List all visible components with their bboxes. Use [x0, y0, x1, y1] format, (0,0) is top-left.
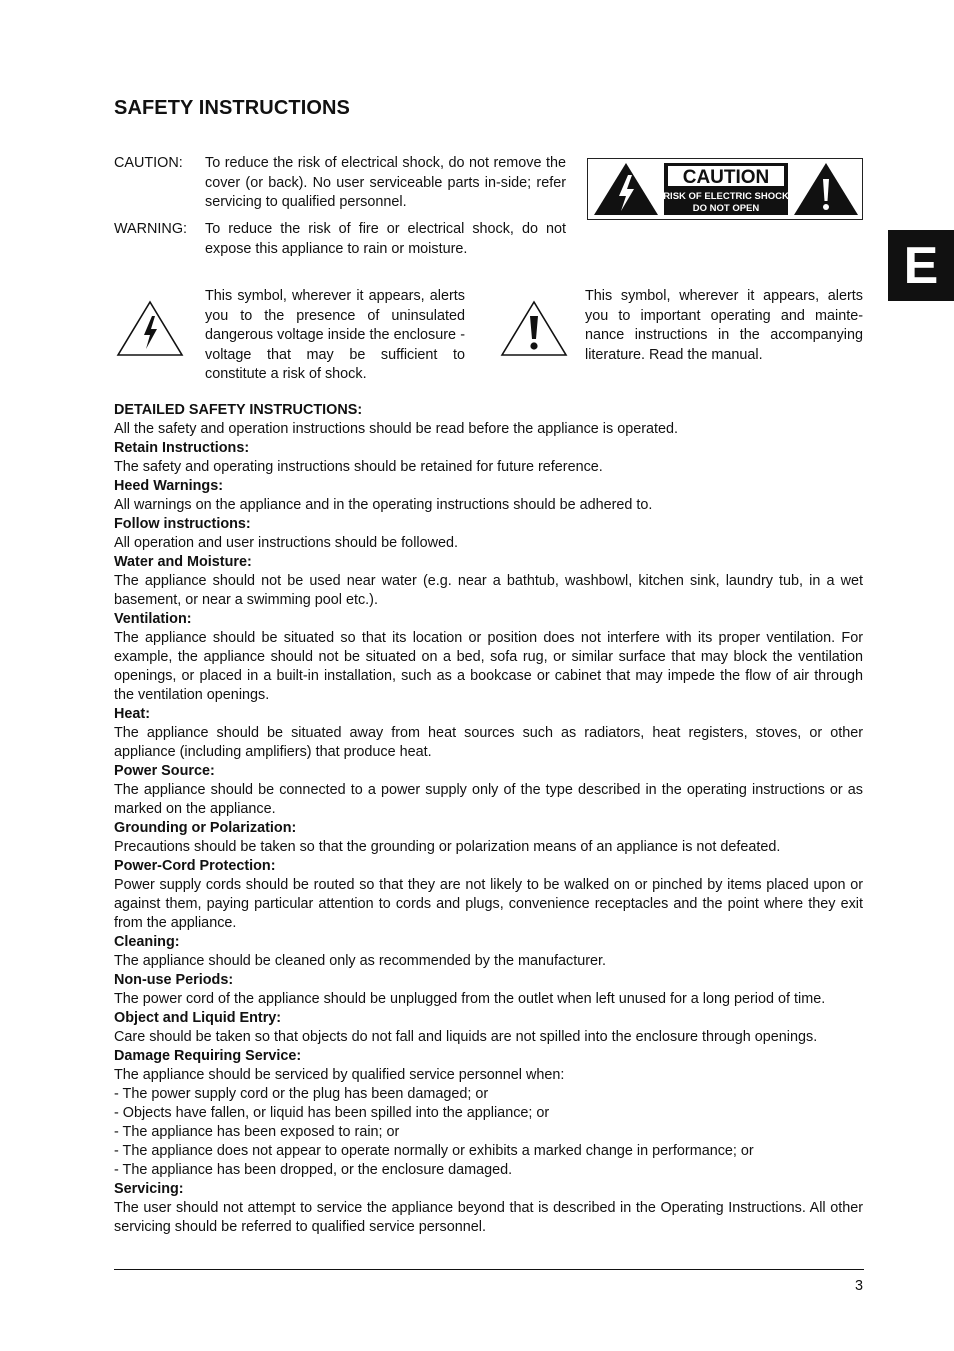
section-heading: Heat:	[114, 706, 150, 722]
section-text: All warnings on the appliance and in the operating instructions should be adhered to.	[114, 497, 653, 513]
page-title: SAFETY INSTRUCTIONS	[114, 97, 350, 119]
section-heading: Retain Instructions:	[114, 440, 250, 456]
list-item: - The appliance has been exposed to rain; or	[114, 1124, 400, 1140]
section-text: Power supply cords should be routed so that they are not likely to be walked on or pinched by items placed upon or against them, paying particular attention to cords and plugs, convenience receptacles and the point where they exit from the appliance.	[114, 877, 863, 931]
section-heading: Ventilation:	[114, 611, 192, 627]
section-text: The appliance should be serviced by qualified service personnel when:	[114, 1067, 565, 1083]
caution-notice	[114, 154, 566, 213]
page-number: 3	[855, 1278, 864, 1294]
section-text: The appliance should not be used near water (e.g. near a bathtub, washbowl, kitchen sink, laundry tub, in a wet basement, or near a swimming pool etc.).	[114, 573, 863, 608]
section-heading: Power Source:	[114, 763, 215, 779]
section-heading: Grounding or Polarization:	[114, 820, 297, 836]
caution-notice-label: CAUTION:	[114, 155, 183, 171]
section-text: The power cord of the appliance should be unplugged from the outlet when left unused for a long period of time.	[114, 991, 826, 1007]
list-item: - Objects have fallen, or liquid has been spilled into the appliance; or	[114, 1105, 550, 1121]
section-heading: Object and Liquid Entry:	[114, 1010, 282, 1026]
exclamation-symbol-icon	[500, 299, 568, 362]
warning-notice-label: WARNING:	[114, 221, 188, 237]
section-text: Precautions should be taken so that the grounding or polarization means of an appliance is not defeated.	[114, 839, 781, 855]
caution-sign-heading: CAUTION	[682, 167, 770, 188]
footer-rule	[114, 1269, 864, 1270]
warning-notice-text: To reduce the risk of fire or electrical shock, do not expose this appliance to rain or moisture.	[205, 221, 566, 257]
lightning-triangle-icon	[594, 163, 658, 215]
caution-notice-text: To reduce the risk of electrical shock, do not remove the cover (or back). No user serviceable parts in-side; refer servicing to qualified personnel.	[205, 155, 566, 210]
exclamation-triangle-icon	[794, 163, 858, 215]
section-heading: Heed Warnings:	[114, 478, 224, 494]
caution-sign-line1: RISK OF ELECTRIC SHOCK	[663, 191, 789, 202]
caution-warning-label	[587, 158, 863, 220]
list-item: - The appliance has been dropped, or the enclosure damaged.	[114, 1162, 513, 1178]
language-tab-marker: E	[888, 230, 954, 301]
section-text: The appliance should be cleaned only as recommended by the manufacturer.	[114, 953, 606, 969]
section-heading: Follow instructions:	[114, 516, 251, 532]
list-item: - The power supply cord or the plug has been damaged; or	[114, 1086, 489, 1102]
detailed-safety-instructions	[114, 401, 863, 1237]
section-heading: Non-use Periods:	[114, 972, 234, 988]
section-heading: Damage Requiring Service:	[114, 1048, 302, 1064]
section-heading: Cleaning:	[114, 934, 180, 950]
warning-notice	[114, 220, 566, 259]
section-heading: Power-Cord Protection:	[114, 858, 276, 874]
section-text: The appliance should be situated so that its location or position does not interfere with its proper ventilation. For example, the appliance should not be situated on a bed, sofa rug, or similar surface that may block the ventilation openings, or placed in a built-in installation, such as a bookcase or cabinet that may impede the flow of air through the ventilation openings.	[114, 630, 863, 703]
section-heading: Water and Moisture:	[114, 554, 252, 570]
section-heading: Servicing:	[114, 1181, 184, 1197]
section-text: The user should not attempt to service the appliance beyond that is described in the Operating Instructions. All other servicing should be referred to qualified service personnel.	[114, 1200, 863, 1235]
section-text: Care should be taken so that objects do not fall and liquids are not spilled into the enclosure through openings.	[114, 1029, 818, 1045]
section-text: The appliance should be connected to a power supply only of the type described in the operating instructions or as marked on the appliance.	[114, 782, 863, 817]
caution-sign-line2: DO NOT OPEN	[692, 203, 760, 214]
manual-symbol-description: This symbol, wherever it appears, alerts you to important operating and mainte-nance instructions in the accompanying literature. Read the manual.	[585, 288, 863, 363]
lightning-symbol-icon	[116, 299, 184, 362]
shock-symbol-description: This symbol, wherever it appears, alerts you to the presence of uninsulated dangerous voltage inside the enclosure - voltage that may be sufficient to constitute a risk of shock.	[205, 288, 465, 382]
section-text: All the safety and operation instructions should be read before the appliance is operated.	[114, 421, 679, 437]
section-text: The safety and operating instructions should be retained for future reference.	[114, 459, 603, 475]
section-text: All operation and user instructions should be followed.	[114, 535, 458, 551]
section-heading: DETAILED SAFETY INSTRUCTIONS:	[114, 402, 363, 418]
list-item: - The appliance does not appear to operate normally or exhibits a marked change in performance; or	[114, 1143, 754, 1159]
section-text: The appliance should be situated away from heat sources such as radiators, heat registers, stoves, or other appliance (including amplifiers) that produce heat.	[114, 725, 863, 760]
